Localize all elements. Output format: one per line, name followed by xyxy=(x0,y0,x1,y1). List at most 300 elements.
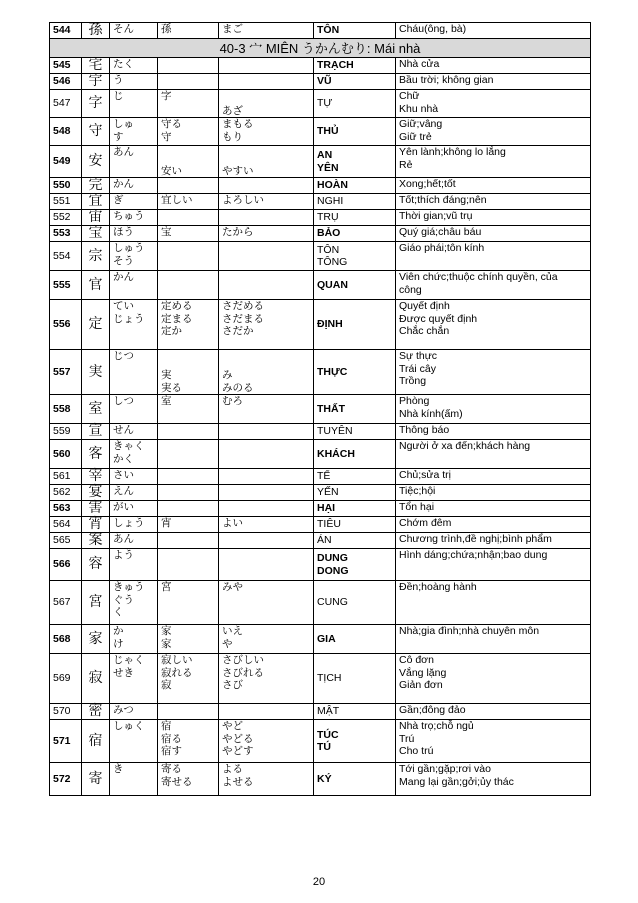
kun-reading xyxy=(219,581,314,625)
sino-vietnamese xyxy=(314,226,396,242)
sino-vietnamese-line: TỊCH xyxy=(317,672,342,685)
on-reading xyxy=(110,395,158,424)
on-reading-line: じゃく xyxy=(113,654,145,666)
sino-vietnamese xyxy=(314,517,396,533)
kun-reading-line: さだめる xyxy=(222,300,264,312)
entry-number: 569 xyxy=(50,654,82,704)
entry-number: 544 xyxy=(50,23,82,39)
kun-reading-line: やどす xyxy=(222,745,254,757)
kanji-character: 宿 xyxy=(82,720,110,763)
kun-word-line: 寂 xyxy=(161,679,172,691)
on-reading xyxy=(110,485,158,501)
entry-number: 565 xyxy=(50,533,82,549)
sino-vietnamese xyxy=(314,501,396,517)
sino-vietnamese-line: HẠI xyxy=(317,502,336,515)
sino-vietnamese xyxy=(314,146,396,178)
section-header-row xyxy=(50,39,591,58)
entry-number: 550 xyxy=(50,178,82,194)
kun-reading xyxy=(219,194,314,210)
sino-vietnamese-line: GIA xyxy=(317,632,336,645)
kun-reading xyxy=(219,720,314,763)
kun-reading xyxy=(219,485,314,501)
sino-vietnamese-line: THỦ xyxy=(317,125,339,138)
kun-word-line: 宿る xyxy=(161,732,182,745)
on-reading xyxy=(110,178,158,194)
meaning-line: Giáo phái;tôn kính xyxy=(399,242,485,254)
entry-number: 566 xyxy=(50,549,82,581)
kun-word xyxy=(158,704,219,720)
meaning-line: Chữ xyxy=(399,90,420,102)
meaning-line: Xong;hết;tốt xyxy=(399,178,456,190)
sino-vietnamese-line: TUYÊN xyxy=(317,425,353,438)
kanji-character: 宇 xyxy=(82,74,110,90)
kun-reading-line: よる xyxy=(222,763,243,775)
kanji-character: 宣 xyxy=(82,424,110,440)
table-row xyxy=(50,146,591,178)
on-reading xyxy=(110,90,158,118)
table-body xyxy=(50,23,591,796)
kun-reading xyxy=(219,533,314,549)
kun-word-line: 字 xyxy=(161,90,172,102)
on-reading xyxy=(110,242,158,271)
sino-vietnamese-line: TÚ xyxy=(317,741,331,753)
table-row xyxy=(50,763,591,796)
kun-reading-line: よせる xyxy=(222,775,254,788)
on-reading xyxy=(110,74,158,90)
kun-word-line: 宜しい xyxy=(161,194,193,206)
sino-vietnamese xyxy=(314,178,396,194)
sino-vietnamese-line: CUNG xyxy=(317,596,348,609)
sino-vietnamese xyxy=(314,350,396,395)
sino-vietnamese xyxy=(314,533,396,549)
kun-reading xyxy=(219,763,314,796)
sino-vietnamese xyxy=(314,549,396,581)
on-reading xyxy=(110,226,158,242)
kun-reading-line: さだか xyxy=(222,325,254,337)
entry-number: 568 xyxy=(50,625,82,654)
on-reading xyxy=(110,469,158,485)
kun-word-line: 宿す xyxy=(161,745,182,757)
kanji-character: 宅 xyxy=(82,58,110,74)
on-reading xyxy=(110,763,158,796)
meaning xyxy=(396,654,591,704)
meaning xyxy=(396,424,591,440)
entry-number: 554 xyxy=(50,242,82,271)
kun-reading-line: や xyxy=(222,637,233,650)
on-reading xyxy=(110,501,158,517)
sino-vietnamese xyxy=(314,395,396,424)
sino-vietnamese-line: BẢO xyxy=(317,227,341,240)
on-reading-line: ちゅう xyxy=(113,210,145,222)
kun-word-line: 守る xyxy=(161,118,182,130)
on-reading-line: えん xyxy=(113,485,134,497)
entry-number: 553 xyxy=(50,226,82,242)
kanji-character: 寂 xyxy=(82,654,110,704)
kun-word-line: 守 xyxy=(161,130,172,143)
kun-reading xyxy=(219,469,314,485)
sino-vietnamese xyxy=(314,424,396,440)
on-reading-line: か xyxy=(113,625,124,637)
table-row xyxy=(50,23,591,39)
on-reading-line: あん xyxy=(113,533,134,545)
sino-vietnamese-line: NGHI xyxy=(317,195,344,208)
on-reading-line: よう xyxy=(113,549,134,561)
kanji-character: 容 xyxy=(82,549,110,581)
meaning xyxy=(396,625,591,654)
on-reading xyxy=(110,654,158,704)
meaning-line: Đền;hoàng hành xyxy=(399,581,477,593)
on-reading xyxy=(110,581,158,625)
sino-vietnamese-line: TỂ xyxy=(317,470,331,483)
on-reading-line: かん xyxy=(113,271,134,283)
sino-vietnamese-line: HOÀN xyxy=(317,179,348,192)
on-reading xyxy=(110,704,158,720)
kun-word xyxy=(158,501,219,517)
on-reading-line: せん xyxy=(113,424,134,436)
entry-number: 571 xyxy=(50,720,82,763)
table-row xyxy=(50,118,591,146)
entry-number: 570 xyxy=(50,704,82,720)
meaning-line: Cháu(ông, bà) xyxy=(399,23,467,35)
sino-vietnamese-line: ĐỊNH xyxy=(317,318,343,331)
kun-reading-line: たから xyxy=(222,226,254,238)
on-reading-line: あん xyxy=(113,146,134,158)
sino-vietnamese xyxy=(314,194,396,210)
meaning-line: Bầu trời; không gian xyxy=(399,74,494,86)
table-row xyxy=(50,271,591,300)
meaning-line: Cho trú xyxy=(399,745,434,757)
meaning-line: Khu nhà xyxy=(399,102,439,115)
sino-vietnamese xyxy=(314,23,396,39)
on-reading xyxy=(110,533,158,549)
kun-reading xyxy=(219,146,314,178)
sino-vietnamese xyxy=(314,118,396,146)
kanji-table xyxy=(49,22,591,796)
kun-word-line: 孫 xyxy=(161,23,172,35)
kun-reading xyxy=(219,424,314,440)
sino-vietnamese-line: TÔN xyxy=(317,243,340,256)
on-reading-line: きゃく xyxy=(113,440,145,452)
kun-reading xyxy=(219,242,314,271)
on-reading xyxy=(110,424,158,440)
meaning xyxy=(396,533,591,549)
sino-vietnamese xyxy=(314,90,396,118)
sino-vietnamese-line: QUAN xyxy=(317,278,348,291)
kanji-character: 宗 xyxy=(82,242,110,271)
kun-reading-line: まご xyxy=(222,23,243,35)
sino-vietnamese-line: VŨ xyxy=(317,75,332,88)
entry-number: 549 xyxy=(50,146,82,178)
kun-reading xyxy=(219,23,314,39)
sino-vietnamese xyxy=(314,242,396,271)
meaning-line: Tới gần;gặp;rơi vào xyxy=(399,763,491,775)
meaning-line: Phòng xyxy=(399,395,430,407)
kun-word-line: 室 xyxy=(161,395,172,407)
meaning-line: Gần;đông đảo xyxy=(399,704,466,716)
kun-reading-line: さだまる xyxy=(222,312,264,325)
kanji-character: 完 xyxy=(82,178,110,194)
on-reading-line: そう xyxy=(113,254,134,267)
meaning xyxy=(396,395,591,424)
kun-reading xyxy=(219,118,314,146)
sino-vietnamese-line: TRẠCH xyxy=(317,59,354,72)
on-reading-line: みつ xyxy=(113,704,134,716)
kun-word xyxy=(158,654,219,704)
meaning-line: Rẻ xyxy=(399,158,413,171)
sino-vietnamese-line: THỰC xyxy=(317,365,348,378)
on-reading-line: しゅく xyxy=(113,720,145,732)
table-row xyxy=(50,395,591,424)
meaning-line: Nhà trọ;chỗ ngủ xyxy=(399,720,474,732)
kanji-character: 定 xyxy=(82,300,110,350)
on-reading-line: せき xyxy=(113,666,134,679)
sino-vietnamese-line: TRỤ xyxy=(317,211,339,224)
meaning xyxy=(396,440,591,469)
on-reading-line: き xyxy=(113,763,124,775)
table-row xyxy=(50,485,591,501)
kanji-character: 客 xyxy=(82,440,110,469)
kun-reading xyxy=(219,549,314,581)
kun-word xyxy=(158,424,219,440)
kun-word xyxy=(158,485,219,501)
kun-reading xyxy=(219,704,314,720)
kun-word-line: 宵 xyxy=(161,517,172,529)
kun-reading-line: みや xyxy=(222,581,243,593)
kanji-character: 宮 xyxy=(82,581,110,625)
on-reading xyxy=(110,549,158,581)
kun-word-line: 家 xyxy=(161,637,172,650)
kanji-character: 宴 xyxy=(82,485,110,501)
meaning-line: Sự thực xyxy=(399,350,437,362)
entry-number: 547 xyxy=(50,90,82,118)
table-row xyxy=(50,440,591,469)
on-reading xyxy=(110,517,158,533)
kanji-character: 宝 xyxy=(82,226,110,242)
kun-reading xyxy=(219,440,314,469)
meaning-line: Quý giá;châu báu xyxy=(399,226,482,238)
kun-word-line: 安い xyxy=(161,164,182,177)
kun-word xyxy=(158,533,219,549)
kun-reading xyxy=(219,625,314,654)
kun-word xyxy=(158,23,219,39)
meaning-line: Được quyết định xyxy=(399,312,478,325)
kun-reading xyxy=(219,300,314,350)
kun-word-line: 家 xyxy=(161,625,172,637)
kun-word xyxy=(158,271,219,300)
sino-vietnamese-line: THẤT xyxy=(317,402,345,415)
on-reading xyxy=(110,210,158,226)
table-row xyxy=(50,350,591,395)
meaning-line: Nhà kính(ấm) xyxy=(399,407,463,420)
kun-word xyxy=(158,440,219,469)
kun-word xyxy=(158,118,219,146)
kun-reading-line: よろしい xyxy=(222,194,264,206)
kun-word-line: 定まる xyxy=(161,312,193,325)
sino-vietnamese-line: TÔN xyxy=(317,24,340,37)
on-reading-line: そん xyxy=(113,23,134,35)
kun-word xyxy=(158,178,219,194)
meaning xyxy=(396,23,591,39)
sino-vietnamese xyxy=(314,581,396,625)
sino-vietnamese-line: ÁN xyxy=(317,534,332,547)
kun-word-line: 実る xyxy=(161,381,182,394)
kun-reading-line: やど xyxy=(222,720,243,732)
kun-word-line: 定か xyxy=(161,325,182,337)
kun-reading xyxy=(219,654,314,704)
kanji-character: 室 xyxy=(82,395,110,424)
on-reading-line: う xyxy=(113,74,124,86)
kanji-character: 安 xyxy=(82,146,110,178)
entry-number: 558 xyxy=(50,395,82,424)
kun-reading xyxy=(219,58,314,74)
kun-reading-line: あざ xyxy=(222,104,243,117)
on-reading-line: ぎ xyxy=(113,194,124,206)
kanji-character: 密 xyxy=(82,704,110,720)
on-reading-line: しょう xyxy=(113,517,145,529)
on-reading-line: す xyxy=(113,130,124,143)
entry-number: 546 xyxy=(50,74,82,90)
table-row xyxy=(50,300,591,350)
kun-reading xyxy=(219,501,314,517)
meaning-line: Giản đơn xyxy=(399,679,443,691)
on-reading-line: かく xyxy=(113,452,134,465)
kun-word-line: 宿 xyxy=(161,720,172,732)
on-reading-line: がい xyxy=(113,501,134,513)
kun-reading xyxy=(219,74,314,90)
on-reading xyxy=(110,440,158,469)
meaning xyxy=(396,178,591,194)
on-reading xyxy=(110,23,158,39)
kun-word xyxy=(158,625,219,654)
entry-number: 562 xyxy=(50,485,82,501)
entry-number: 563 xyxy=(50,501,82,517)
kun-reading xyxy=(219,226,314,242)
on-reading-line: しゅ xyxy=(113,118,134,130)
table-row xyxy=(50,704,591,720)
meaning-line: Thông báo xyxy=(399,424,450,436)
table-row xyxy=(50,178,591,194)
table-row xyxy=(50,625,591,654)
on-reading-line: ぐう xyxy=(113,593,134,606)
table-row xyxy=(50,58,591,74)
kun-word xyxy=(158,210,219,226)
meaning-line: Giữ trẻ xyxy=(399,130,432,143)
meaning-line: Chủ;sửa trị xyxy=(399,469,451,481)
meaning-line: Nhà;gia đình;nhà chuyên môn xyxy=(399,625,540,637)
kun-word xyxy=(158,194,219,210)
kun-word xyxy=(158,146,219,178)
on-reading xyxy=(110,146,158,178)
kun-word-line: 宮 xyxy=(161,581,172,593)
kun-word xyxy=(158,763,219,796)
kun-word xyxy=(158,300,219,350)
sino-vietnamese-line: KHÁCH xyxy=(317,447,355,460)
table-row xyxy=(50,654,591,704)
sino-vietnamese-line: TÚC xyxy=(317,728,339,741)
sino-vietnamese xyxy=(314,210,396,226)
table-row xyxy=(50,90,591,118)
kun-reading-line: やすい xyxy=(222,164,254,177)
entry-number: 557 xyxy=(50,350,82,395)
table-row xyxy=(50,74,591,90)
sino-vietnamese xyxy=(314,485,396,501)
entry-number: 545 xyxy=(50,58,82,74)
meaning xyxy=(396,300,591,350)
sino-vietnamese xyxy=(314,720,396,763)
entry-number: 560 xyxy=(50,440,82,469)
kun-reading xyxy=(219,271,314,300)
table-row xyxy=(50,210,591,226)
kun-reading-line: さびしい xyxy=(222,654,264,666)
on-reading-line: かん xyxy=(113,178,134,190)
kun-reading-line: よい xyxy=(222,517,243,529)
kun-reading-line: さび xyxy=(222,679,243,691)
kanji-character: 宰 xyxy=(82,469,110,485)
meaning-line: Viên chức;thuộc chính quyền, của xyxy=(399,271,558,283)
on-reading-line: じ xyxy=(113,90,124,102)
meaning-line: Chớm đêm xyxy=(399,517,452,529)
on-reading-line: てい xyxy=(113,300,134,312)
kun-reading-line: みのる xyxy=(222,381,254,394)
sino-vietnamese xyxy=(314,763,396,796)
kun-reading-line: み xyxy=(222,369,233,381)
meaning-line: Vắng lặng xyxy=(399,666,447,679)
meaning xyxy=(396,704,591,720)
kun-reading-line: まもる xyxy=(222,118,254,130)
kun-reading xyxy=(219,517,314,533)
meaning xyxy=(396,194,591,210)
sino-vietnamese-line: YÊN xyxy=(317,161,339,174)
meaning xyxy=(396,517,591,533)
table-row xyxy=(50,533,591,549)
kun-word-line: 寂れる xyxy=(161,666,193,679)
meaning xyxy=(396,146,591,178)
kun-reading xyxy=(219,178,314,194)
kanji-character: 宵 xyxy=(82,517,110,533)
kanji-character: 実 xyxy=(82,350,110,395)
meaning-line: Tốt;thích đáng;nên xyxy=(399,194,487,206)
kanji-character: 害 xyxy=(82,501,110,517)
on-reading-line: しつ xyxy=(113,395,134,407)
meaning-line: Trú xyxy=(399,732,415,745)
entry-number: 551 xyxy=(50,194,82,210)
sino-vietnamese-line: YẾN xyxy=(317,486,339,499)
entry-number: 559 xyxy=(50,424,82,440)
kun-word xyxy=(158,58,219,74)
sino-vietnamese xyxy=(314,300,396,350)
table-row xyxy=(50,720,591,763)
sino-vietnamese-line: DUNG xyxy=(317,552,348,564)
on-reading xyxy=(110,625,158,654)
on-reading xyxy=(110,194,158,210)
table-row xyxy=(50,194,591,210)
on-reading xyxy=(110,300,158,350)
kanji-character: 字 xyxy=(82,90,110,118)
on-reading-line: く xyxy=(113,606,124,618)
table-row xyxy=(50,242,591,271)
sino-vietnamese xyxy=(314,704,396,720)
table-row xyxy=(50,517,591,533)
kun-reading-line: やどる xyxy=(222,732,254,745)
meaning xyxy=(396,469,591,485)
table-row xyxy=(50,469,591,485)
meaning-line: Trồng xyxy=(399,375,427,387)
meaning-line: Người ở xa đến;khách hàng xyxy=(399,440,531,452)
table-row xyxy=(50,226,591,242)
entry-number: 572 xyxy=(50,763,82,796)
kun-word-line: 寄る xyxy=(161,763,182,775)
sino-vietnamese xyxy=(314,74,396,90)
